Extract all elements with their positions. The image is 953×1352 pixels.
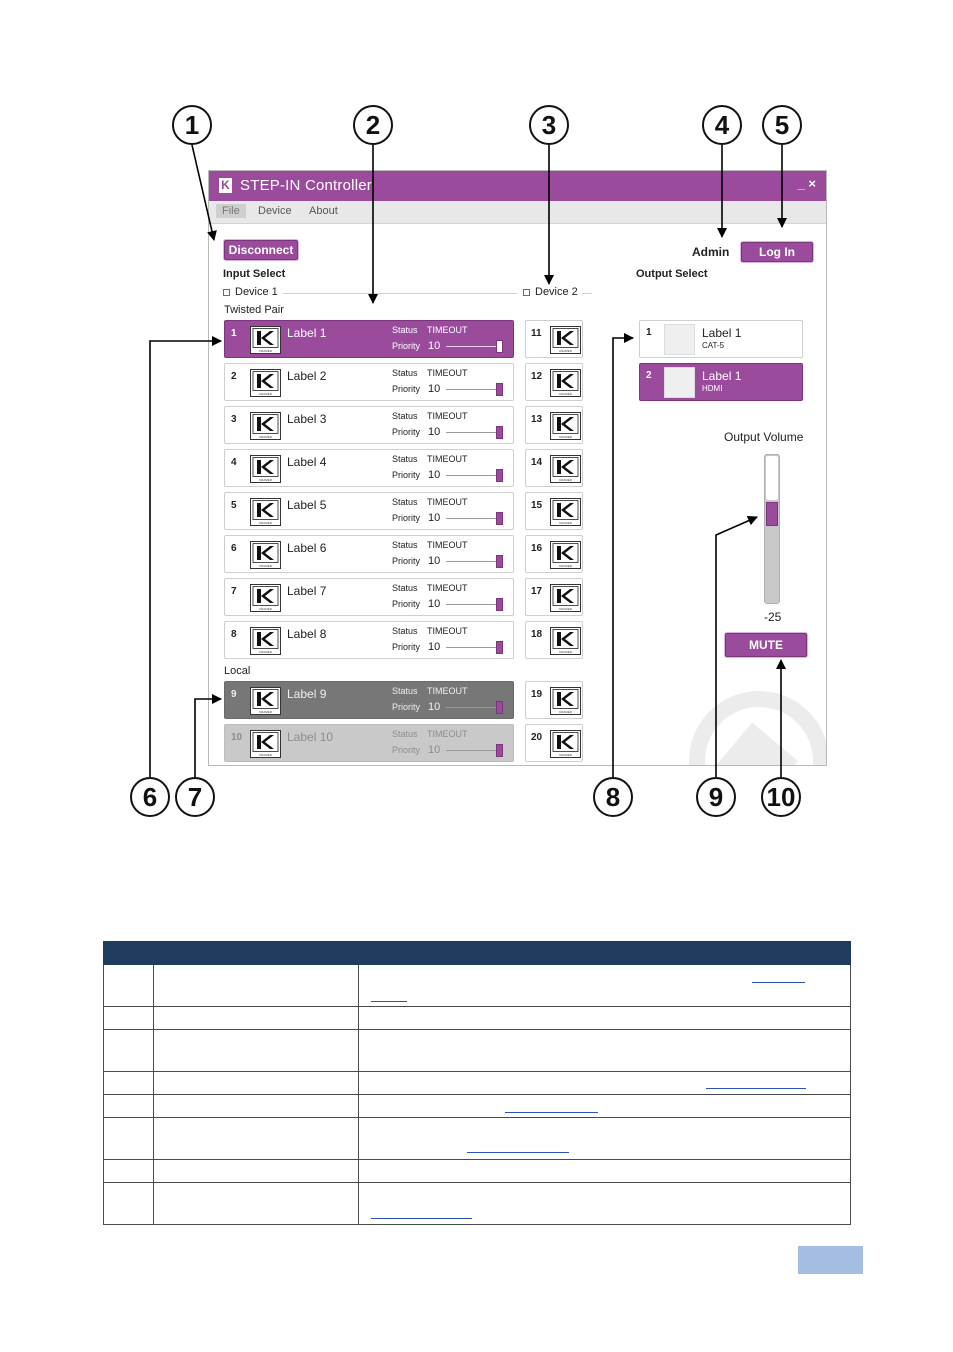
input-number: 20 xyxy=(531,732,543,743)
priority-value: 10 xyxy=(428,469,441,481)
table-link[interactable] xyxy=(706,1088,806,1089)
table-row xyxy=(104,1030,851,1072)
menu-file[interactable]: File xyxy=(216,204,246,218)
input-number: 13 xyxy=(531,414,543,425)
output-volume-label: Output Volume xyxy=(724,430,804,444)
priority-value: 10 xyxy=(428,555,441,567)
output-number: 2 xyxy=(646,370,652,381)
input-label: Label 9 xyxy=(287,687,327,701)
svg-text:KRAMER: KRAMER xyxy=(259,753,272,757)
table-link[interactable] xyxy=(505,1112,598,1113)
input-number: 17 xyxy=(531,586,543,597)
input-number: 5 xyxy=(231,500,237,511)
status-key: Status xyxy=(392,411,418,421)
priority-key: Priority xyxy=(392,556,421,566)
input-label: Label 2 xyxy=(287,369,327,383)
user-role-label: Admin xyxy=(692,245,730,259)
priority-value: 10 xyxy=(428,744,441,756)
window-title: STEP-IN Controller xyxy=(240,177,372,194)
menu-about[interactable]: About xyxy=(309,205,338,217)
status-key: Status xyxy=(392,729,418,739)
input-label: Label 5 xyxy=(287,498,327,512)
input-select-heading: Input Select xyxy=(223,268,286,280)
page-number-box xyxy=(798,1246,863,1274)
input-number: 18 xyxy=(531,629,543,640)
svg-text:KRAMER: KRAMER xyxy=(559,753,572,757)
table-link[interactable] xyxy=(371,1001,407,1002)
svg-text:KRAMER: KRAMER xyxy=(559,349,572,353)
status-value: TIMEOUT xyxy=(427,729,468,739)
priority-key: Priority xyxy=(392,702,421,712)
priority-value: 10 xyxy=(428,383,441,395)
login-button[interactable]: Log In xyxy=(741,242,813,262)
device1-label: Device 1 xyxy=(235,286,278,298)
table-row xyxy=(104,1072,851,1095)
input-number: 19 xyxy=(531,689,543,700)
status-value: TIMEOUT xyxy=(427,497,468,507)
volume-value: -25 xyxy=(764,610,782,624)
priority-key: Priority xyxy=(392,599,421,609)
status-value: TIMEOUT xyxy=(427,686,468,696)
table-row xyxy=(104,1095,851,1118)
status-key: Status xyxy=(392,626,418,636)
status-key: Status xyxy=(392,454,418,464)
priority-value: 10 xyxy=(428,641,441,653)
input-label: Label 1 xyxy=(287,326,327,340)
status-key: Status xyxy=(392,686,418,696)
disconnect-button[interactable]: Disconnect xyxy=(224,240,298,260)
svg-text:KRAMER: KRAMER xyxy=(559,478,572,482)
svg-text:KRAMER: KRAMER xyxy=(259,650,272,654)
svg-text:KRAMER: KRAMER xyxy=(559,710,572,714)
svg-text:KRAMER: KRAMER xyxy=(259,710,272,714)
local-label: Local xyxy=(224,665,251,677)
priority-value: 10 xyxy=(428,340,441,352)
callout-description-table xyxy=(103,941,851,1225)
twisted-pair-label: Twisted Pair xyxy=(224,304,284,316)
priority-key: Priority xyxy=(392,642,421,652)
svg-text:KRAMER: KRAMER xyxy=(259,478,272,482)
table-row xyxy=(104,1183,851,1225)
input-label: Label 6 xyxy=(287,541,327,555)
input-number: 1 xyxy=(231,328,237,339)
status-value: TIMEOUT xyxy=(427,583,468,593)
output-label: Label 1 xyxy=(702,369,742,383)
table-row xyxy=(104,1007,851,1030)
callout-1: 1 xyxy=(172,105,212,145)
svg-text:KRAMER: KRAMER xyxy=(559,650,572,654)
input-label: Label 4 xyxy=(287,455,327,469)
output-number: 1 xyxy=(646,327,652,338)
svg-text:KRAMER: KRAMER xyxy=(559,435,572,439)
status-value: TIMEOUT xyxy=(427,411,468,421)
input-number: 9 xyxy=(231,689,237,700)
callout-2: 2 xyxy=(353,105,393,145)
input-number: 15 xyxy=(531,500,543,511)
priority-key: Priority xyxy=(392,745,421,755)
table-row xyxy=(104,1118,851,1160)
input-number: 8 xyxy=(231,629,237,640)
priority-value: 10 xyxy=(428,598,441,610)
callout-5: 5 xyxy=(762,105,802,145)
kramer-logo-icon: K xyxy=(219,178,232,193)
priority-key: Priority xyxy=(392,341,421,351)
svg-text:KRAMER: KRAMER xyxy=(259,349,272,353)
table-row xyxy=(104,1160,851,1183)
output-select-heading: Output Select xyxy=(636,268,708,280)
callout-9: 9 xyxy=(696,777,736,817)
callout-8: 8 xyxy=(593,777,633,817)
input-number: 2 xyxy=(231,371,237,382)
status-value: TIMEOUT xyxy=(427,454,468,464)
svg-text:KRAMER: KRAMER xyxy=(559,521,572,525)
status-key: Status xyxy=(392,325,418,335)
input-number: 11 xyxy=(531,328,542,339)
status-key: Status xyxy=(392,540,418,550)
device2-label: Device 2 xyxy=(535,286,578,298)
input-number: 4 xyxy=(231,457,237,468)
svg-text:KRAMER: KRAMER xyxy=(259,607,272,611)
input-label: Label 8 xyxy=(287,627,327,641)
priority-key: Priority xyxy=(392,513,421,523)
table-header-row xyxy=(104,942,851,965)
status-value: TIMEOUT xyxy=(427,540,468,550)
input-label: Label 3 xyxy=(287,412,327,426)
svg-text:KRAMER: KRAMER xyxy=(259,564,272,568)
status-key: Status xyxy=(392,497,418,507)
table-link[interactable] xyxy=(467,1152,569,1153)
output-label: Label 1 xyxy=(702,326,742,340)
input-label: Label 7 xyxy=(287,584,327,598)
status-key: Status xyxy=(392,583,418,593)
status-value: TIMEOUT xyxy=(427,626,468,636)
input-label: Label 10 xyxy=(287,730,334,744)
input-number: 10 xyxy=(231,732,243,743)
input-number: 6 xyxy=(231,543,237,554)
callout-3: 3 xyxy=(529,105,569,145)
input-number: 12 xyxy=(531,371,543,382)
svg-text:KRAMER: KRAMER xyxy=(559,392,572,396)
output-type: CAT-5 xyxy=(702,341,725,350)
menu-device[interactable]: Device xyxy=(258,205,292,217)
priority-value: 10 xyxy=(428,512,441,524)
callout-4: 4 xyxy=(702,105,742,145)
status-value: TIMEOUT xyxy=(427,325,468,335)
svg-text:KRAMER: KRAMER xyxy=(259,521,272,525)
callout-7: 7 xyxy=(175,777,215,817)
priority-value: 10 xyxy=(428,701,441,713)
table-row xyxy=(104,965,851,1007)
priority-value: 10 xyxy=(428,426,441,438)
svg-text:KRAMER: KRAMER xyxy=(559,564,572,568)
priority-key: Priority xyxy=(392,384,421,394)
table-link[interactable] xyxy=(371,1218,472,1219)
svg-text:KRAMER: KRAMER xyxy=(559,607,572,611)
callout-6: 6 xyxy=(130,777,170,817)
status-value: TIMEOUT xyxy=(427,368,468,378)
input-number: 16 xyxy=(531,543,543,554)
svg-text:KRAMER: KRAMER xyxy=(259,392,272,396)
input-number: 7 xyxy=(231,586,237,597)
input-number: 3 xyxy=(231,414,237,425)
status-key: Status xyxy=(392,368,418,378)
table-link[interactable] xyxy=(752,982,805,983)
svg-text:KRAMER: KRAMER xyxy=(259,435,272,439)
input-number: 14 xyxy=(531,457,543,468)
mute-button[interactable]: MUTE xyxy=(725,633,807,657)
window-controls[interactable]: _ × xyxy=(797,176,816,191)
priority-key: Priority xyxy=(392,427,421,437)
priority-key: Priority xyxy=(392,470,421,480)
output-type: HDMI xyxy=(702,384,723,393)
callout-10: 10 xyxy=(761,777,801,817)
